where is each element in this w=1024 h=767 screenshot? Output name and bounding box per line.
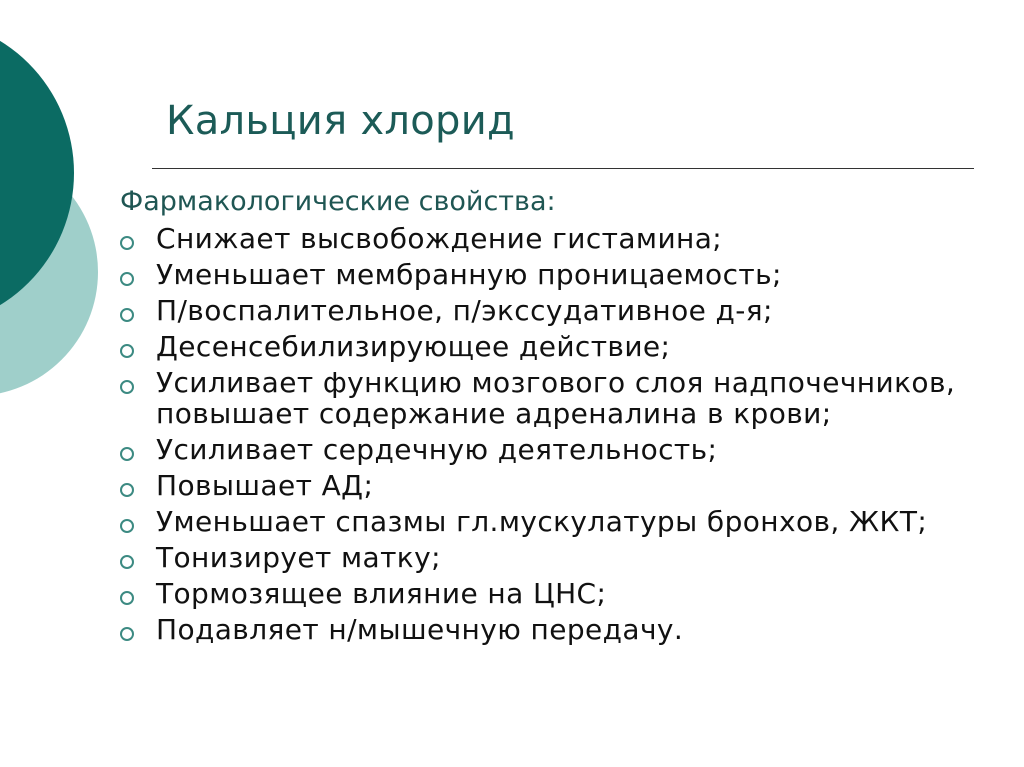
section-subheading: Фармакологические свойства: xyxy=(120,186,556,217)
list-item xyxy=(120,470,1000,501)
list-item xyxy=(120,223,1000,254)
slide-title: Кальция хлорид xyxy=(166,98,516,144)
list-item xyxy=(120,578,1000,609)
list-item xyxy=(120,331,1000,362)
list-item-text: Тормозящее влияние на ЦНС; xyxy=(156,577,607,610)
bullet-circle-icon xyxy=(120,483,134,497)
list-item xyxy=(120,367,1000,429)
bullet-circle-icon xyxy=(120,519,134,533)
list-item-text: Тонизирует матку; xyxy=(156,541,441,574)
bullet-circle-icon xyxy=(120,308,134,322)
bullet-circle-icon xyxy=(120,447,134,461)
bullet-circle-icon xyxy=(120,380,134,394)
list-item-text: Усиливает функцию мозгового слоя надпочечников, повышает содержание адреналина в крови; xyxy=(156,366,956,430)
list-item-text: Уменьшает мембранную проницаемость; xyxy=(156,258,782,291)
title-divider xyxy=(152,168,974,169)
list-item xyxy=(120,259,1000,290)
list-item xyxy=(120,542,1000,573)
list-item xyxy=(120,434,1000,465)
list-item-text: Усиливает сердечную деятельность; xyxy=(156,433,718,466)
list-item-text: Снижает высвобождение гистамина; xyxy=(156,222,723,255)
bullet-circle-icon xyxy=(120,591,134,605)
list-item-text: Десенсебилизирующее действие; xyxy=(156,330,671,363)
bullet-circle-icon xyxy=(120,236,134,250)
list-item-text: Уменьшает спазмы гл.мускулатуры бронхов, ЖКТ; xyxy=(156,505,928,538)
bullet-circle-icon xyxy=(120,555,134,569)
bullet-list xyxy=(120,223,1000,650)
list-item-text: Повышает АД; xyxy=(156,469,374,502)
bullet-circle-icon xyxy=(120,272,134,286)
bullet-circle-icon xyxy=(120,627,134,641)
list-item xyxy=(120,614,1000,645)
list-item-text: П/воспалительное, п/экссудативное д-я; xyxy=(156,294,773,327)
list-item xyxy=(120,295,1000,326)
bullet-circle-icon xyxy=(120,344,134,358)
list-item-text: Подавляет н/мышечную передачу. xyxy=(156,613,684,646)
list-item xyxy=(120,506,1000,537)
